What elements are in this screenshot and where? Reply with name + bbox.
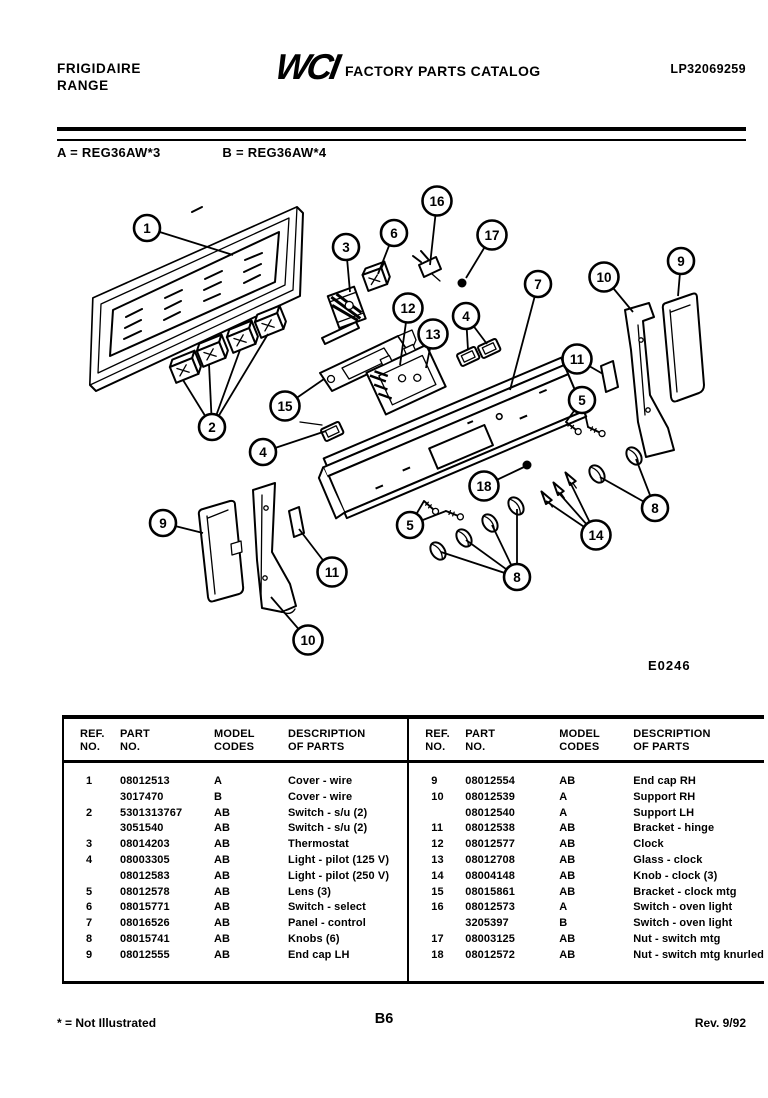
- cell-desc: Panel - control: [288, 917, 366, 930]
- cell-ref: 11: [431, 822, 444, 835]
- cell-ref: [425, 807, 465, 823]
- callout-number: 15: [277, 399, 293, 414]
- table-row: [425, 933, 764, 949]
- table-row: [425, 886, 764, 902]
- cell-part: 08014203: [120, 838, 170, 851]
- table-row: [80, 917, 407, 933]
- table-row: [80, 807, 407, 823]
- cell-part: 3051540: [120, 822, 164, 835]
- table-row: [80, 870, 407, 886]
- cell-ref: 15: [431, 885, 444, 898]
- catalog-title: FACTORY PARTS CATALOG: [344, 63, 541, 79]
- table-row: [80, 933, 407, 949]
- cell-desc: Clock: [633, 838, 664, 851]
- model-a: A = REG36AW*3: [57, 145, 161, 160]
- callout-number: 1: [143, 221, 151, 236]
- cell-desc: Nut - switch mtg knurled: [633, 948, 764, 961]
- cell-desc: Light - pilot (125 V): [288, 853, 390, 866]
- cell-desc: Support LH: [633, 806, 695, 819]
- cell-ref: 3: [86, 838, 93, 851]
- cell-part: 08012538: [465, 822, 515, 835]
- cell-desc: End cap LH: [288, 948, 350, 961]
- part-knurled-nut: [523, 461, 532, 470]
- callout-number: 7: [534, 277, 542, 292]
- doc-number: LP32069259: [670, 62, 746, 76]
- cell-code: AB: [214, 838, 231, 851]
- cell-part: 5301313767: [120, 806, 183, 819]
- cell-code: AB: [559, 775, 576, 787]
- cell-code: AB: [559, 885, 576, 898]
- cell-desc: Switch - select: [288, 901, 366, 914]
- table-row: [80, 886, 407, 902]
- cell-part: 08012513: [120, 775, 170, 787]
- callout-number: 4: [462, 309, 470, 324]
- cell-part: 08012577: [465, 838, 515, 851]
- cell-part: 08004148: [465, 869, 515, 882]
- page-number: B6: [374, 1011, 394, 1027]
- cell-desc: Switch - oven light: [633, 917, 733, 930]
- cell-code: AB: [559, 838, 576, 851]
- callout-number: 17: [484, 228, 500, 243]
- cell-part: 08012708: [465, 853, 515, 866]
- table-row: [425, 807, 764, 823]
- callout-number: 9: [677, 254, 685, 269]
- table-header-left: [64, 719, 407, 763]
- part-thermostat: [328, 287, 366, 329]
- model-b: B = REG36AW*4: [222, 145, 327, 160]
- table-row: [80, 949, 407, 965]
- cell-part: 08015741: [120, 932, 170, 945]
- callout-number: 5: [578, 393, 586, 408]
- cell-desc: Nut - switch mtg: [633, 932, 721, 945]
- column-header: DESCRIPTION OF PARTS: [288, 728, 366, 753]
- cell-desc: Bracket - clock mtg: [633, 885, 737, 898]
- cell-code: AB: [559, 822, 576, 835]
- cell-desc: Switch - s/u (2): [288, 822, 368, 835]
- column-header: DESCRIPTION OF PARTS: [633, 728, 711, 753]
- callout-number: 16: [429, 194, 445, 209]
- cell-code: AB: [559, 932, 576, 945]
- cell-desc: Knobs (6): [288, 932, 340, 945]
- callout-number: 8: [513, 570, 521, 585]
- callout-number: 4: [259, 445, 267, 460]
- column-header: PART NO.: [465, 728, 496, 753]
- callout-number: 11: [324, 565, 340, 580]
- cell-desc: Knob - clock (3): [633, 869, 718, 882]
- model-codes-line: [57, 145, 384, 160]
- cell-code: AB: [559, 853, 576, 866]
- cell-code: AB: [214, 901, 231, 914]
- footnote: * = Not Illustrated: [57, 1016, 157, 1030]
- cell-ref: [80, 791, 120, 807]
- callout-number: 13: [425, 327, 441, 342]
- cell-part: 08012573: [465, 901, 515, 914]
- cell-part: 08012540: [465, 806, 515, 819]
- cell-ref: 18: [431, 948, 444, 961]
- callout-number: 10: [596, 270, 612, 285]
- cell-part: 08015861: [465, 885, 515, 898]
- cell-code: B: [559, 917, 568, 930]
- cell-ref: 6: [86, 901, 93, 914]
- cell-part: 08012539: [465, 790, 515, 803]
- cell-part: 08012578: [120, 885, 170, 898]
- cell-code: AB: [559, 948, 576, 961]
- table-row: [425, 949, 764, 965]
- column-header: REF. NO.: [425, 728, 450, 753]
- cell-ref: [80, 870, 120, 886]
- cell-part: 08012583: [120, 869, 170, 882]
- cell-desc: Lens (3): [288, 885, 331, 898]
- cell-desc: Cover - wire: [288, 790, 353, 803]
- cell-part: 08012554: [465, 775, 515, 787]
- cell-ref: 1: [86, 775, 93, 787]
- cell-code: A: [559, 790, 568, 803]
- wci-logo: WCI: [272, 46, 341, 87]
- column-header: MODEL CODES: [214, 728, 255, 753]
- exploded-diagram: [0, 160, 768, 705]
- cell-code: AB: [214, 853, 231, 866]
- callout-number: 3: [342, 240, 350, 255]
- cell-desc: Switch - oven light: [633, 901, 733, 914]
- cell-code: A: [559, 901, 568, 914]
- table-row: [80, 775, 407, 791]
- cell-code: A: [214, 775, 223, 787]
- cell-code: AB: [214, 885, 231, 898]
- cell-desc: Switch - s/u (2): [288, 806, 368, 819]
- cell-ref: 14: [431, 869, 444, 882]
- cell-ref: 7: [86, 917, 93, 930]
- callout-number: 2: [208, 420, 216, 435]
- cell-ref: [80, 822, 120, 838]
- part-hinge-bracket-right: [601, 361, 618, 392]
- cell-code: B: [214, 790, 223, 803]
- brand-line2: RANGE: [57, 78, 109, 93]
- parts-table-left: [64, 719, 407, 981]
- cell-ref: 13: [431, 853, 444, 866]
- callout-number: 9: [159, 516, 167, 531]
- cell-code: AB: [214, 822, 231, 835]
- callout-number: 12: [400, 301, 416, 316]
- cell-desc: Glass - clock: [633, 853, 703, 866]
- cell-ref: 9: [86, 948, 93, 961]
- figure-code: E0246: [648, 658, 691, 673]
- cell-part: 08015771: [120, 901, 170, 914]
- cell-desc: Bracket - hinge: [633, 822, 715, 835]
- cell-ref: 4: [86, 853, 93, 866]
- cell-code: AB: [214, 869, 231, 882]
- table-header-right: [409, 719, 764, 763]
- callout-number: 18: [476, 479, 492, 494]
- cell-ref: 2: [86, 806, 93, 819]
- parts-table-right: [409, 719, 764, 981]
- cell-ref: 9: [431, 775, 438, 787]
- cell-ref: 5: [86, 885, 93, 898]
- table-row: [80, 822, 407, 838]
- cell-part: 3205397: [465, 917, 509, 930]
- cell-code: AB: [214, 806, 231, 819]
- table-row: [425, 791, 764, 807]
- cell-code: A: [559, 806, 568, 819]
- cell-ref: 17: [431, 932, 444, 945]
- part-support-lh: [253, 483, 296, 613]
- cell-ref: 16: [431, 901, 444, 914]
- part-select-switch: [361, 262, 392, 291]
- column-header: MODEL CODES: [559, 728, 600, 753]
- callout-number: 5: [406, 518, 414, 533]
- cell-ref: [425, 917, 465, 933]
- callout-number: 8: [651, 501, 659, 516]
- cell-part: 08003305: [120, 853, 170, 866]
- cell-ref: 10: [431, 790, 444, 803]
- cell-desc: Light - pilot (250 V): [288, 869, 390, 882]
- column-header: PART NO.: [120, 728, 150, 753]
- brand-line1: FRIGIDAIRE: [57, 61, 142, 76]
- table-row: [425, 870, 764, 886]
- cell-part: 08016526: [120, 917, 170, 930]
- part-oven-light-switch: [413, 251, 441, 281]
- table-body-right: [409, 763, 764, 965]
- callout-number: 10: [300, 633, 316, 648]
- table-row: [425, 854, 764, 870]
- cell-code: AB: [559, 869, 576, 882]
- cell-desc: End cap RH: [633, 775, 696, 787]
- cell-code: AB: [214, 917, 231, 930]
- cell-ref: 12: [431, 838, 444, 851]
- parts-table: [62, 715, 764, 984]
- header-rule: [57, 127, 746, 141]
- column-header: REF. NO.: [80, 728, 105, 753]
- cell-desc: Cover - wire: [288, 775, 353, 787]
- table-row: [80, 791, 407, 807]
- cell-desc: Thermostat: [288, 838, 349, 851]
- part-switch-nut: [458, 279, 467, 288]
- callout-number: 14: [588, 528, 604, 543]
- table-row: [80, 901, 407, 917]
- table-row: [80, 838, 407, 854]
- table-row: [425, 822, 764, 838]
- revision: Rev. 9/92: [694, 1016, 746, 1030]
- cell-part: 08003125: [465, 932, 515, 945]
- cell-desc: Support RH: [633, 790, 696, 803]
- table-body-left: [64, 763, 407, 965]
- part-end-cap-rh: [663, 294, 704, 402]
- part-end-cap-lh: [199, 501, 243, 602]
- callout-number: 11: [569, 352, 585, 367]
- cell-part: 08012555: [120, 948, 170, 961]
- table-row: [425, 838, 764, 854]
- cell-code: AB: [214, 948, 231, 961]
- cell-part: 08012572: [465, 948, 515, 961]
- table-row: [425, 775, 764, 791]
- logo-block: [272, 46, 541, 87]
- part-screws-right: [564, 420, 606, 438]
- callout-number: 6: [390, 226, 398, 241]
- cell-part: 3017470: [120, 790, 164, 803]
- brand-block: [57, 60, 141, 94]
- cell-ref: 8: [86, 932, 93, 945]
- table-row: [425, 917, 764, 933]
- cell-code: AB: [214, 932, 231, 945]
- table-row: [80, 854, 407, 870]
- table-row: [425, 901, 764, 917]
